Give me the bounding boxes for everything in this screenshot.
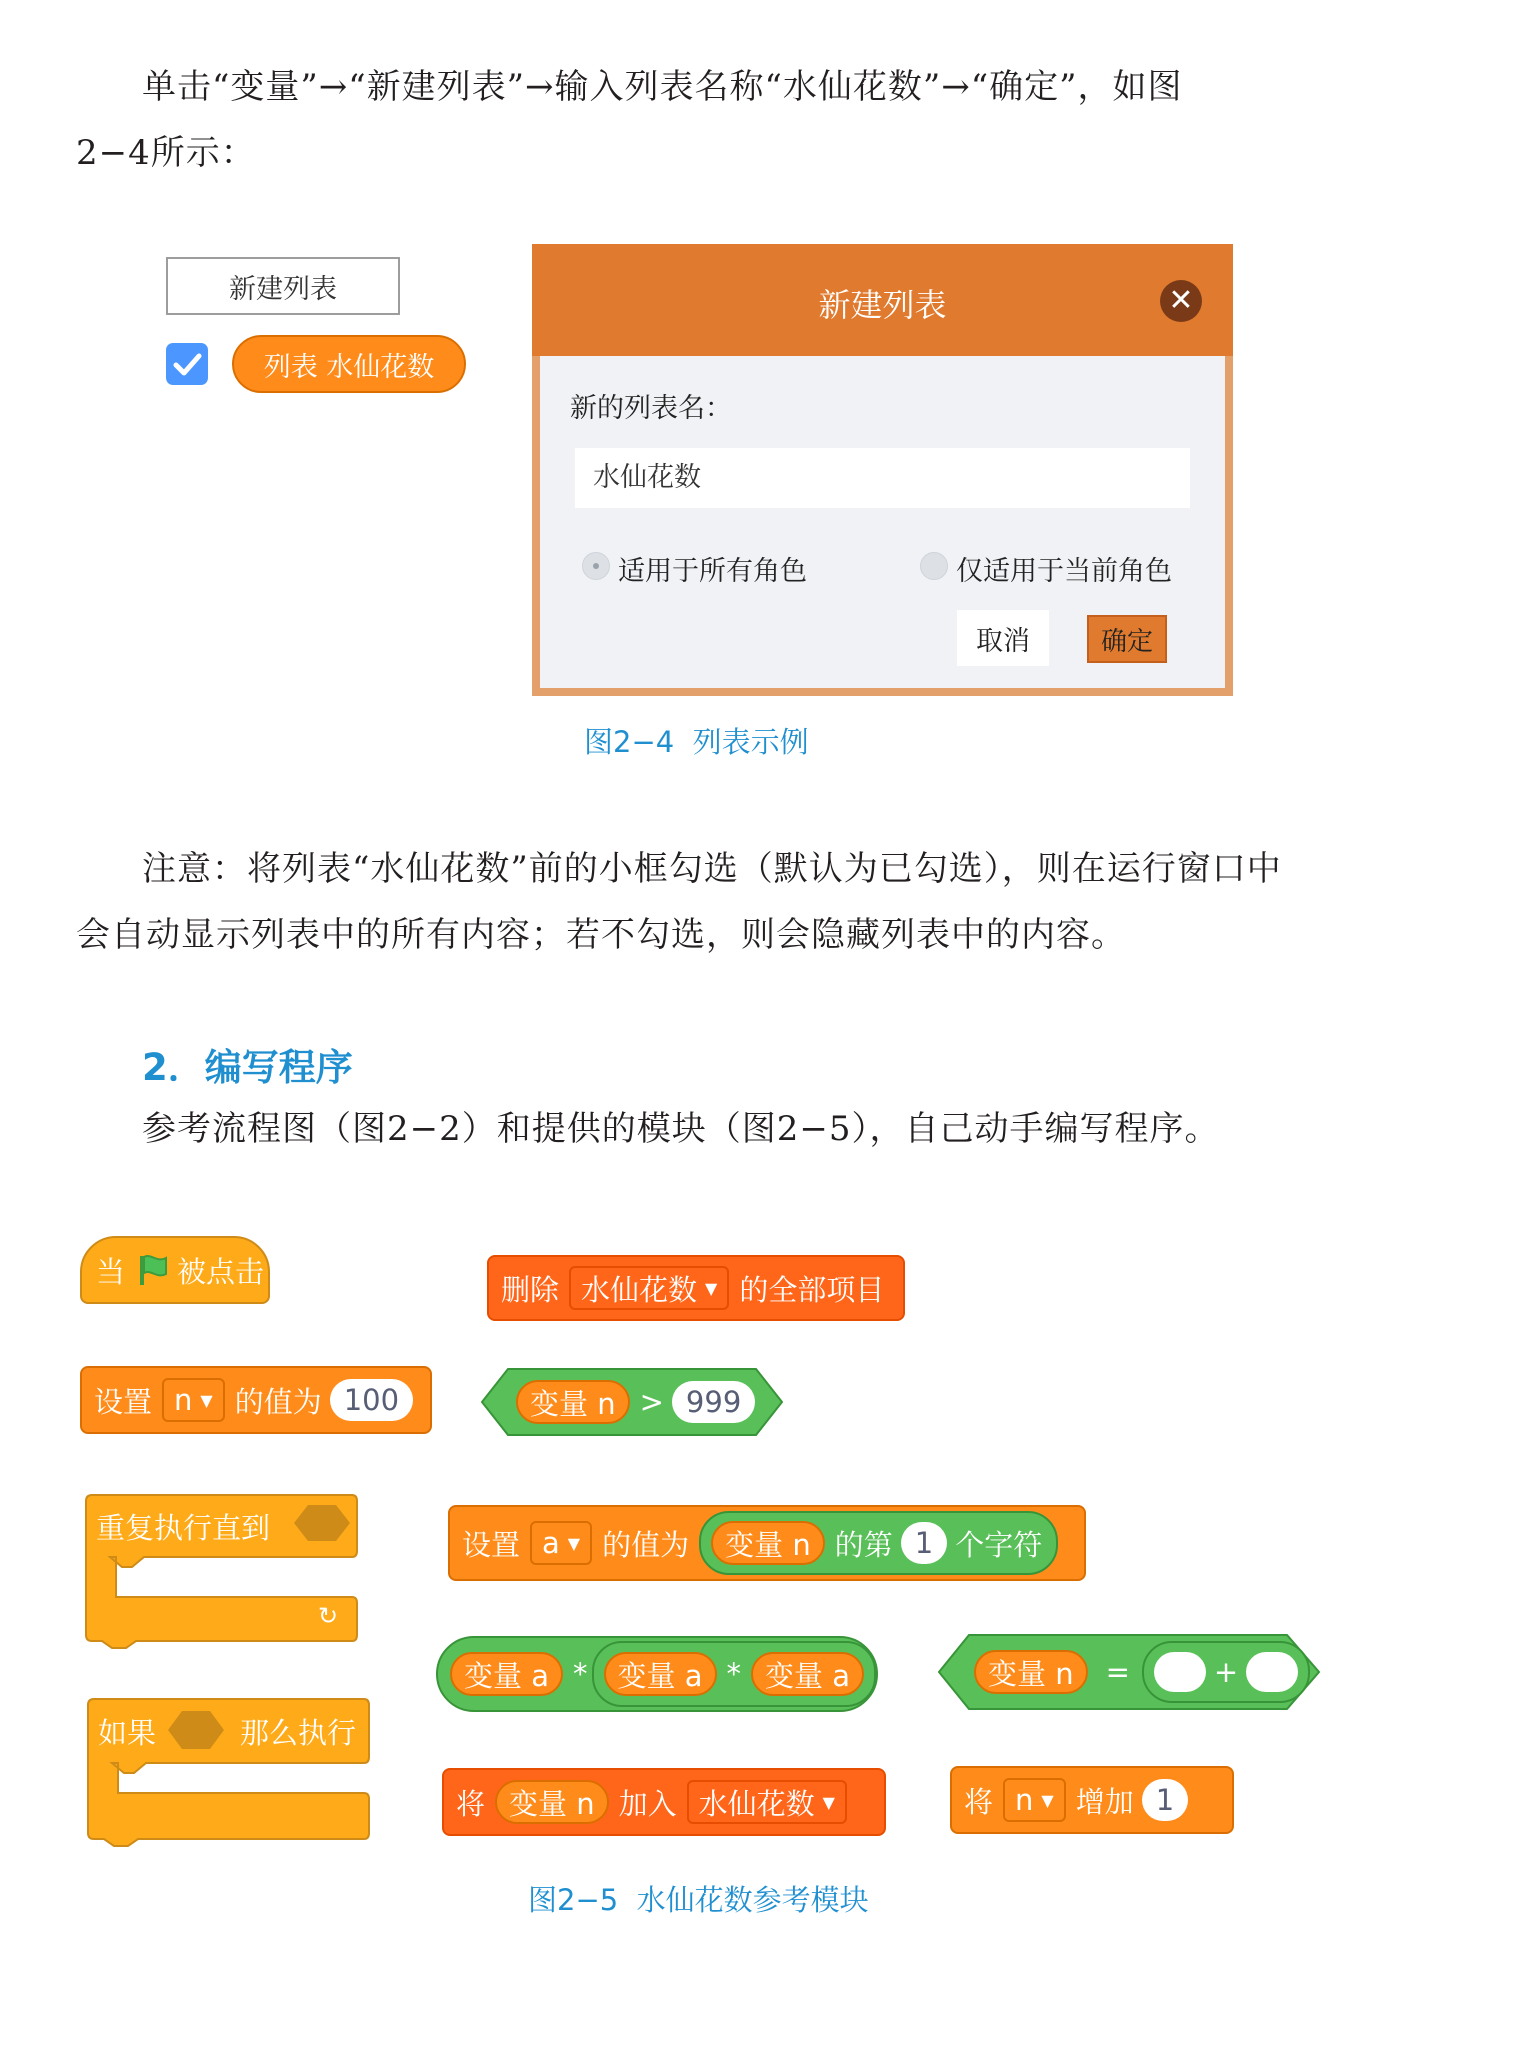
- new-list-button[interactable]: 新建列表: [166, 257, 400, 315]
- list-name-label: 新的列表名：: [570, 393, 732, 424]
- equals-block[interactable]: [968, 1633, 1310, 1711]
- multiply-block[interactable]: [436, 1636, 878, 1712]
- dropdown-arrow-icon: ▼: [822, 1792, 835, 1812]
- variable-a-reporter[interactable]: 变量 a: [751, 1652, 864, 1696]
- variable-dropdown[interactable]: [1003, 1778, 1066, 1822]
- radio-this-sprite-label: 仅适用于当前角色: [956, 556, 1172, 587]
- variable-n-reporter[interactable]: 变量 n: [711, 1521, 825, 1565]
- variable-n-reporter[interactable]: 变量 n: [516, 1380, 630, 1424]
- intro-line-2: 2−4所示：: [76, 133, 256, 173]
- variable-dropdown-value: a: [542, 1526, 560, 1560]
- delete-label: 删除: [501, 1272, 560, 1307]
- dialog-title: 新建列表: [818, 286, 947, 324]
- multiply-operator: *: [573, 1657, 588, 1691]
- intro-line-1: 单击“变量”→“新建列表”→输入列表名称“水仙花数”→“确定”，如图: [142, 67, 1183, 107]
- set-label: 设置: [462, 1527, 521, 1562]
- change-value-input[interactable]: 1: [1142, 1779, 1188, 1821]
- to-label: 的值为: [234, 1384, 322, 1419]
- add-label: 将: [456, 1786, 486, 1821]
- set-label: 设置: [94, 1384, 153, 1419]
- dropdown-arrow-icon: ▼: [1041, 1790, 1054, 1810]
- add-right-input[interactable]: [1246, 1652, 1298, 1692]
- by-label: 增加: [1075, 1784, 1134, 1819]
- radio-all-sprites-label: 适用于所有角色: [618, 556, 807, 587]
- variable-n-reporter[interactable]: 变量 n: [495, 1780, 609, 1824]
- compare-value-input[interactable]: 999: [672, 1381, 755, 1423]
- checkmark-icon: [166, 343, 208, 385]
- letter-label: 的第: [834, 1527, 893, 1562]
- dropdown-arrow-icon: ▼: [705, 1278, 718, 1298]
- clicked-label: 被点击: [176, 1254, 264, 1289]
- to-label: 的值为: [602, 1527, 690, 1562]
- change-label: 将: [964, 1784, 994, 1819]
- plus-operator: +: [1213, 1655, 1239, 1689]
- note-line-1: 注意：将列表“水仙花数”前的小框勾选（默认为已勾选），则在运行窗口中: [142, 849, 1282, 889]
- list-dropdown-value: 水仙花数: [581, 1272, 698, 1307]
- if-label: 如果: [98, 1715, 157, 1750]
- to-list-label: 加入: [618, 1786, 677, 1821]
- then-label: 那么执行: [240, 1715, 357, 1750]
- section-heading: 2．编写程序: [142, 1046, 353, 1089]
- list-dropdown[interactable]: [569, 1266, 729, 1310]
- list-dropdown-value: 水仙花数: [698, 1786, 815, 1821]
- when-flag-clicked-block[interactable]: [80, 1236, 270, 1304]
- variable-dropdown-value: n: [1015, 1783, 1034, 1817]
- dropdown-arrow-icon: ▼: [567, 1533, 581, 1553]
- variable-dropdown[interactable]: [530, 1521, 592, 1565]
- cancel-button[interactable]: 取消: [957, 610, 1049, 666]
- green-flag-icon: [135, 1253, 167, 1287]
- change-n-block[interactable]: [950, 1766, 1234, 1834]
- variable-n-reporter[interactable]: 变量 n: [974, 1650, 1088, 1694]
- letter-of-block[interactable]: [699, 1511, 1058, 1575]
- equals-operator: =: [1105, 1655, 1130, 1689]
- intro-paragraph: [142, 54, 1183, 120]
- ok-button[interactable]: 确定: [1087, 615, 1167, 663]
- greater-than-block[interactable]: [510, 1367, 759, 1437]
- variable-dropdown[interactable]: [162, 1378, 225, 1422]
- all-items-label: 的全部项目: [739, 1272, 885, 1307]
- radio-all-sprites[interactable]: [582, 552, 610, 580]
- inner-multiply-block[interactable]: [592, 1641, 877, 1707]
- variable-a-reporter[interactable]: 变量 a: [604, 1652, 717, 1696]
- set-n-block[interactable]: [80, 1366, 432, 1434]
- list-dropdown[interactable]: [687, 1780, 847, 1824]
- add-block[interactable]: [1142, 1641, 1310, 1703]
- set-a-block[interactable]: [448, 1505, 1086, 1581]
- add-left-input[interactable]: [1154, 1652, 1206, 1692]
- list-name-input[interactable]: 水仙花数: [575, 448, 1190, 508]
- variable-dropdown-value: n: [174, 1383, 193, 1417]
- character-label: 个字符: [955, 1527, 1043, 1562]
- dialog-body: [540, 356, 1225, 688]
- radio-this-sprite[interactable]: [920, 552, 948, 580]
- section-text: 参考流程图（图2−2）和提供的模块（图2−5），自己动手编写程序。: [142, 1109, 1220, 1149]
- value-input[interactable]: 100: [330, 1379, 413, 1421]
- close-icon[interactable]: ✕: [1160, 280, 1202, 322]
- add-to-list-block[interactable]: [442, 1768, 886, 1836]
- figure-2-5-caption: 图2−5 水仙花数参考模块: [528, 1883, 869, 1917]
- letter-index-input[interactable]: 1: [901, 1522, 947, 1564]
- figure-2-4-caption: 图2−4 列表示例: [584, 725, 809, 759]
- list-reporter[interactable]: 列表 水仙花数: [232, 335, 466, 393]
- intro-paragraph-cont: [76, 120, 256, 186]
- dropdown-arrow-icon: ▼: [200, 1390, 213, 1410]
- multiply-operator: *: [726, 1657, 741, 1691]
- delete-all-of-list-block[interactable]: [487, 1255, 905, 1321]
- note-line-2: 会自动显示列表中的所有内容；若不勾选，则会隐藏列表中的内容。: [76, 915, 1126, 955]
- new-list-dialog: [532, 244, 1233, 696]
- list-visible-checkbox[interactable]: [166, 343, 208, 385]
- greater-operator: >: [639, 1385, 664, 1419]
- loop-arrow-icon: ↻: [318, 1602, 339, 1630]
- dialog-header: [532, 244, 1233, 356]
- variable-a-reporter[interactable]: 变量 a: [450, 1652, 563, 1696]
- when-label: 当: [96, 1254, 126, 1289]
- repeat-until-label: 重复执行直到: [96, 1510, 271, 1545]
